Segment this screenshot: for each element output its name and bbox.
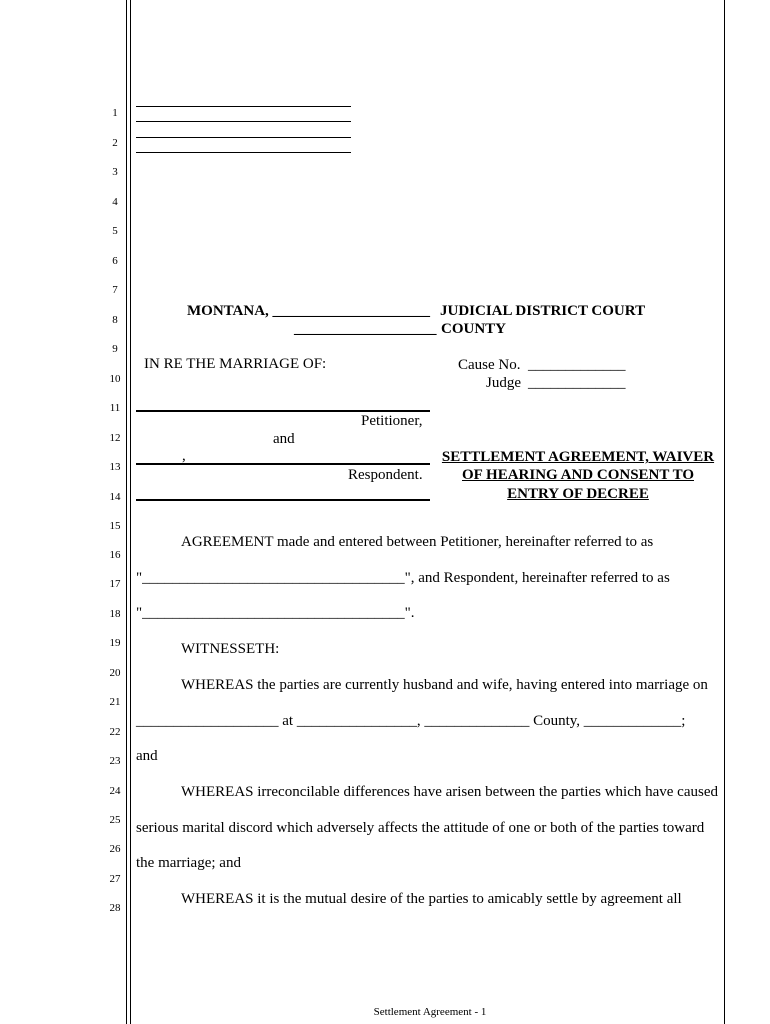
line-number: 14 (109, 491, 121, 503)
line-number: 21 (109, 696, 121, 708)
body-paragraph-1: AGREEMENT made and entered between Petitioner, hereinafter referred to as (181, 534, 654, 550)
and-label: and (273, 431, 295, 447)
body-paragraph-4: WHEREAS the parties are currently husband and wife, having entered into marriage on (181, 677, 708, 693)
right-margin-line (724, 0, 725, 1024)
line-number: 26 (109, 843, 121, 855)
cause-number-blank: _____________ (528, 357, 626, 373)
body-paragraph-2: "___________________________________", and Respondent, hereinafter referred to as (136, 570, 670, 586)
line-number: 11 (109, 402, 121, 414)
line-number: 20 (109, 667, 121, 679)
petitioner-label: Petitioner, (361, 413, 423, 429)
caption-state: MONTANA, _____________________ (187, 303, 431, 319)
line-number: 16 (109, 549, 121, 561)
title-line-3: ENTRY OF DECREE (507, 486, 649, 502)
respondent-name-line (136, 463, 430, 465)
line-number: 2 (112, 137, 118, 149)
judge-label: Judge (486, 375, 521, 391)
judge-blank: _____________ (528, 375, 626, 391)
body-paragraph-10: WHEREAS it is the mutual desire of the parties to amicably settle by agreement all (181, 891, 682, 907)
caption-court: JUDICIAL DISTRICT COURT (440, 303, 646, 319)
line-number: 6 (112, 255, 118, 267)
line-number: 3 (112, 166, 118, 178)
body-paragraph-8: serious marital discord which adversely affects the attitude of one or both of the parties toward (136, 820, 705, 836)
in-re-label: IN RE THE MARRIAGE OF: (144, 356, 327, 372)
line-number: 7 (112, 284, 118, 296)
line-number: 13 (109, 461, 121, 473)
body-paragraph-5: ___________________ at ________________, ______________ County, _____________; (136, 713, 686, 729)
line-number: 15 (109, 520, 121, 532)
left-margin-line-2 (130, 0, 131, 1024)
respondent-comma: , (182, 448, 186, 464)
title-line-1: SETTLEMENT AGREEMENT, WAIVER (441, 449, 715, 465)
header-blank-line-3 (136, 137, 351, 138)
body-paragraph-6: and (136, 748, 158, 764)
title-line-2: OF HEARING AND CONSENT TO (462, 467, 694, 483)
line-number: 1 (112, 107, 118, 119)
line-number: 9 (112, 343, 118, 355)
header-blank-line-1 (136, 106, 351, 107)
line-number: 17 (109, 578, 121, 590)
witnesseth-heading: WITNESSETH: (181, 641, 280, 657)
body-paragraph-3: "___________________________________". (136, 605, 415, 621)
line-number: 8 (112, 314, 118, 326)
line-number: 5 (112, 225, 118, 237)
line-number: 12 (109, 432, 121, 444)
page-footer: Settlement Agreement - 1 (373, 1006, 487, 1018)
cause-number-label: Cause No. (458, 357, 521, 373)
line-number: 4 (112, 196, 118, 208)
line-number: 10 (109, 373, 121, 385)
line-number: 25 (109, 814, 121, 826)
caption-county: COUNTY (441, 321, 507, 337)
line-number: 18 (109, 608, 121, 620)
header-blank-line-2 (136, 121, 351, 122)
header-blank-line-4 (136, 152, 351, 153)
line-number: 28 (109, 902, 121, 914)
caption-bottom-line (136, 499, 430, 501)
respondent-label: Respondent. (348, 467, 423, 483)
line-number: 24 (109, 785, 121, 797)
line-number: 22 (109, 726, 121, 738)
line-number: 23 (109, 755, 121, 767)
line-number: 19 (109, 637, 121, 649)
body-paragraph-9: the marriage; and (136, 855, 241, 871)
body-paragraph-7: WHEREAS irreconcilable differences have arisen between the parties which have caused (181, 784, 718, 800)
caption-county-blank: ___________________ (294, 321, 437, 337)
line-number: 27 (109, 873, 121, 885)
left-margin-line-1 (126, 0, 127, 1024)
